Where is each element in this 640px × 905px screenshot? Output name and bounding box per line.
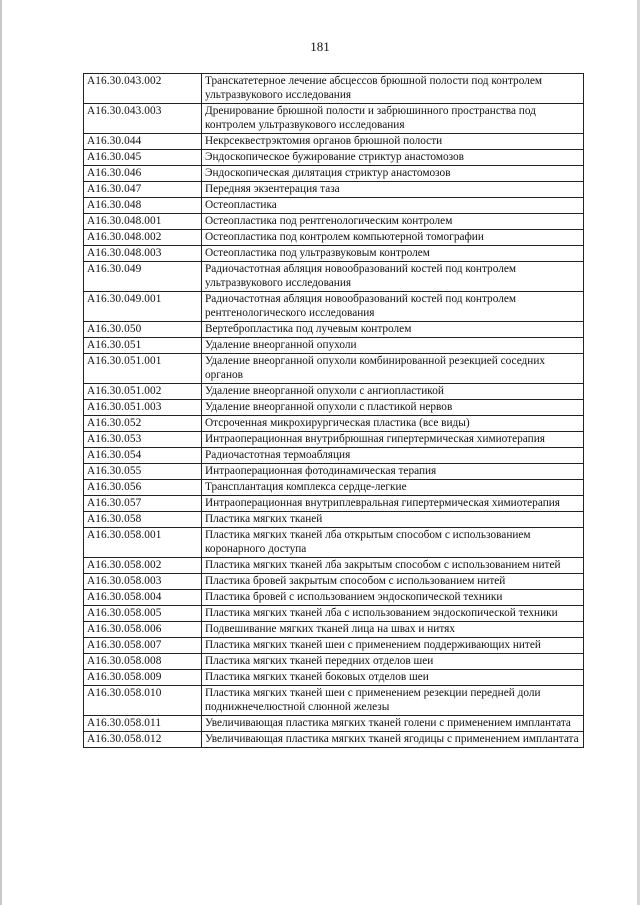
procedure-codes-table — [83, 73, 584, 748]
procedure-name: Интраоперационная внутрибрюшная гипертермическая химиотерапия — [202, 432, 584, 448]
table-row — [84, 670, 584, 686]
table-row — [84, 246, 584, 262]
procedure-code: A16.30.054 — [84, 448, 202, 464]
procedure-name: Некрсеквестрэктомия органов брюшной полости — [202, 134, 584, 150]
scan-edge-left — [0, 0, 2, 905]
table-row — [84, 638, 584, 654]
procedure-name: Эндоскопическое бужирование стриктур анастомозов — [202, 150, 584, 166]
table-row — [84, 590, 584, 606]
procedure-code: A16.30.049.001 — [84, 292, 202, 322]
procedure-code: A16.30.058.007 — [84, 638, 202, 654]
table-row — [84, 622, 584, 638]
table-row — [84, 104, 584, 134]
procedure-code: A16.30.058.008 — [84, 654, 202, 670]
procedure-name: Пластика бровей с использованием эндоскопической техники — [202, 590, 584, 606]
procedure-name: Удаление внеорганной опухоли — [202, 338, 584, 354]
table-row — [84, 166, 584, 182]
procedure-code: A16.30.048.002 — [84, 230, 202, 246]
procedure-name: Подвешивание мягких тканей лица на швах и нитях — [202, 622, 584, 638]
procedure-name: Пластика мягких тканей шеи с применением поддерживающих нитей — [202, 638, 584, 654]
procedure-code: A16.30.043.002 — [84, 74, 202, 104]
procedure-name: Увеличивающая пластика мягких тканей голени с применением имплантата — [202, 716, 584, 732]
procedure-name: Отсроченная микрохирургическая пластика (все виды) — [202, 416, 584, 432]
procedure-name: Пластика мягких тканей передних отделов шеи — [202, 654, 584, 670]
procedure-name: Пластика мягких тканей лба закрытым способом с использованием нитей — [202, 558, 584, 574]
procedure-code: A16.30.055 — [84, 464, 202, 480]
procedure-code: A16.30.058 — [84, 512, 202, 528]
procedure-code: A16.30.058.001 — [84, 528, 202, 558]
table-row — [84, 150, 584, 166]
procedure-name: Эндоскопическая дилятация стриктур анастомозов — [202, 166, 584, 182]
procedure-code: A16.30.058.011 — [84, 716, 202, 732]
table-row — [84, 262, 584, 292]
procedure-name: Остеопластика под ультразвуковым контролем — [202, 246, 584, 262]
procedure-name: Остеопластика под контролем компьютерной томографии — [202, 230, 584, 246]
procedure-code: A16.30.058.012 — [84, 732, 202, 748]
table-row — [84, 558, 584, 574]
table-row — [84, 512, 584, 528]
procedure-name: Удаление внеорганной опухоли с пластикой нервов — [202, 400, 584, 416]
page-number: 181 — [310, 39, 330, 54]
table-row — [84, 654, 584, 670]
table-row — [84, 480, 584, 496]
procedure-code: A16.30.058.009 — [84, 670, 202, 686]
procedure-name: Интраоперационная внутриплевральная гипертермическая химиотерапия — [202, 496, 584, 512]
procedure-name: Радиочастотная абляция новообразований костей под контролем ультразвукового исследования — [202, 262, 584, 292]
table-row — [84, 198, 584, 214]
procedure-code: A16.30.052 — [84, 416, 202, 432]
procedure-code: A16.30.058.006 — [84, 622, 202, 638]
table-row — [84, 384, 584, 400]
procedure-code: A16.30.058.002 — [84, 558, 202, 574]
table-row — [84, 338, 584, 354]
table-row — [84, 214, 584, 230]
procedure-name: Пластика мягких тканей боковых отделов шеи — [202, 670, 584, 686]
procedure-code: A16.30.056 — [84, 480, 202, 496]
procedure-code: A16.30.044 — [84, 134, 202, 150]
procedure-code: A16.30.048.003 — [84, 246, 202, 262]
table-row — [84, 716, 584, 732]
procedure-code: A16.30.058.005 — [84, 606, 202, 622]
procedure-code: A16.30.058.004 — [84, 590, 202, 606]
table-row — [84, 464, 584, 480]
procedure-name: Радиочастотная термоабляция — [202, 448, 584, 464]
table-row — [84, 448, 584, 464]
procedure-name: Увеличивающая пластика мягких тканей ягодицы с применением имплантата — [202, 732, 584, 748]
table-row — [84, 416, 584, 432]
table-row — [84, 606, 584, 622]
procedure-name: Интраоперационная фотодинамическая терапия — [202, 464, 584, 480]
procedure-name: Пластика мягких тканей шеи с применением резекции передней доли поднижнечелюстной слюнной железы — [202, 686, 584, 716]
procedure-name: Дренирование брюшной полости и забрюшинного пространства под контролем ультразвукового исследования — [202, 104, 584, 134]
table-row — [84, 230, 584, 246]
procedure-name: Трансплантация комплекса сердце-легкие — [202, 480, 584, 496]
procedure-code: A16.30.048.001 — [84, 214, 202, 230]
procedure-name: Остеопластика под рентгенологическим контролем — [202, 214, 584, 230]
procedure-code: A16.30.058.010 — [84, 686, 202, 716]
table-row — [84, 528, 584, 558]
procedure-code: A16.30.053 — [84, 432, 202, 448]
table-row — [84, 574, 584, 590]
procedure-code: A16.30.051.002 — [84, 384, 202, 400]
procedure-code: A16.30.050 — [84, 322, 202, 338]
procedure-code: A16.30.048 — [84, 198, 202, 214]
table-row — [84, 182, 584, 198]
procedure-code: A16.30.049 — [84, 262, 202, 292]
procedure-name: Пластика бровей закрытым способом с использованием нитей — [202, 574, 584, 590]
table-row — [84, 400, 584, 416]
procedure-code: A16.30.045 — [84, 150, 202, 166]
table-row — [84, 354, 584, 384]
procedure-code: A16.30.051 — [84, 338, 202, 354]
table-row — [84, 322, 584, 338]
table-row — [84, 732, 584, 748]
procedure-name: Остеопластика — [202, 198, 584, 214]
procedure-name: Пластика мягких тканей — [202, 512, 584, 528]
table-row — [84, 496, 584, 512]
procedure-name: Вертебропластика под лучевым контролем — [202, 322, 584, 338]
procedure-code: A16.30.047 — [84, 182, 202, 198]
procedure-code: A16.30.051.003 — [84, 400, 202, 416]
procedure-name: Радиочастотная абляция новообразований костей под контролем рентгенологического исследования — [202, 292, 584, 322]
procedure-name: Пластика мягких тканей лба с использованием эндоскопической техники — [202, 606, 584, 622]
procedure-name: Транскатетерное лечение абсцессов брюшной полости под контролем ультразвукового исследования — [202, 74, 584, 104]
procedure-name: Удаление внеорганной опухоли комбинированной резекцией соседних органов — [202, 354, 584, 384]
table-row — [84, 74, 584, 104]
procedure-code: A16.30.058.003 — [84, 574, 202, 590]
procedure-code: A16.30.046 — [84, 166, 202, 182]
table-row — [84, 292, 584, 322]
table-row — [84, 432, 584, 448]
procedure-code: A16.30.043.003 — [84, 104, 202, 134]
procedure-code: A16.30.051.001 — [84, 354, 202, 384]
table-row — [84, 134, 584, 150]
procedure-name: Передняя экзентерация таза — [202, 182, 584, 198]
table-body — [84, 74, 584, 748]
table-row — [84, 686, 584, 716]
procedure-name: Удаление внеорганной опухоли с ангиопластикой — [202, 384, 584, 400]
procedure-name: Пластика мягких тканей лба открытым способом с использованием коронарного доступа — [202, 528, 584, 558]
procedure-code: A16.30.057 — [84, 496, 202, 512]
